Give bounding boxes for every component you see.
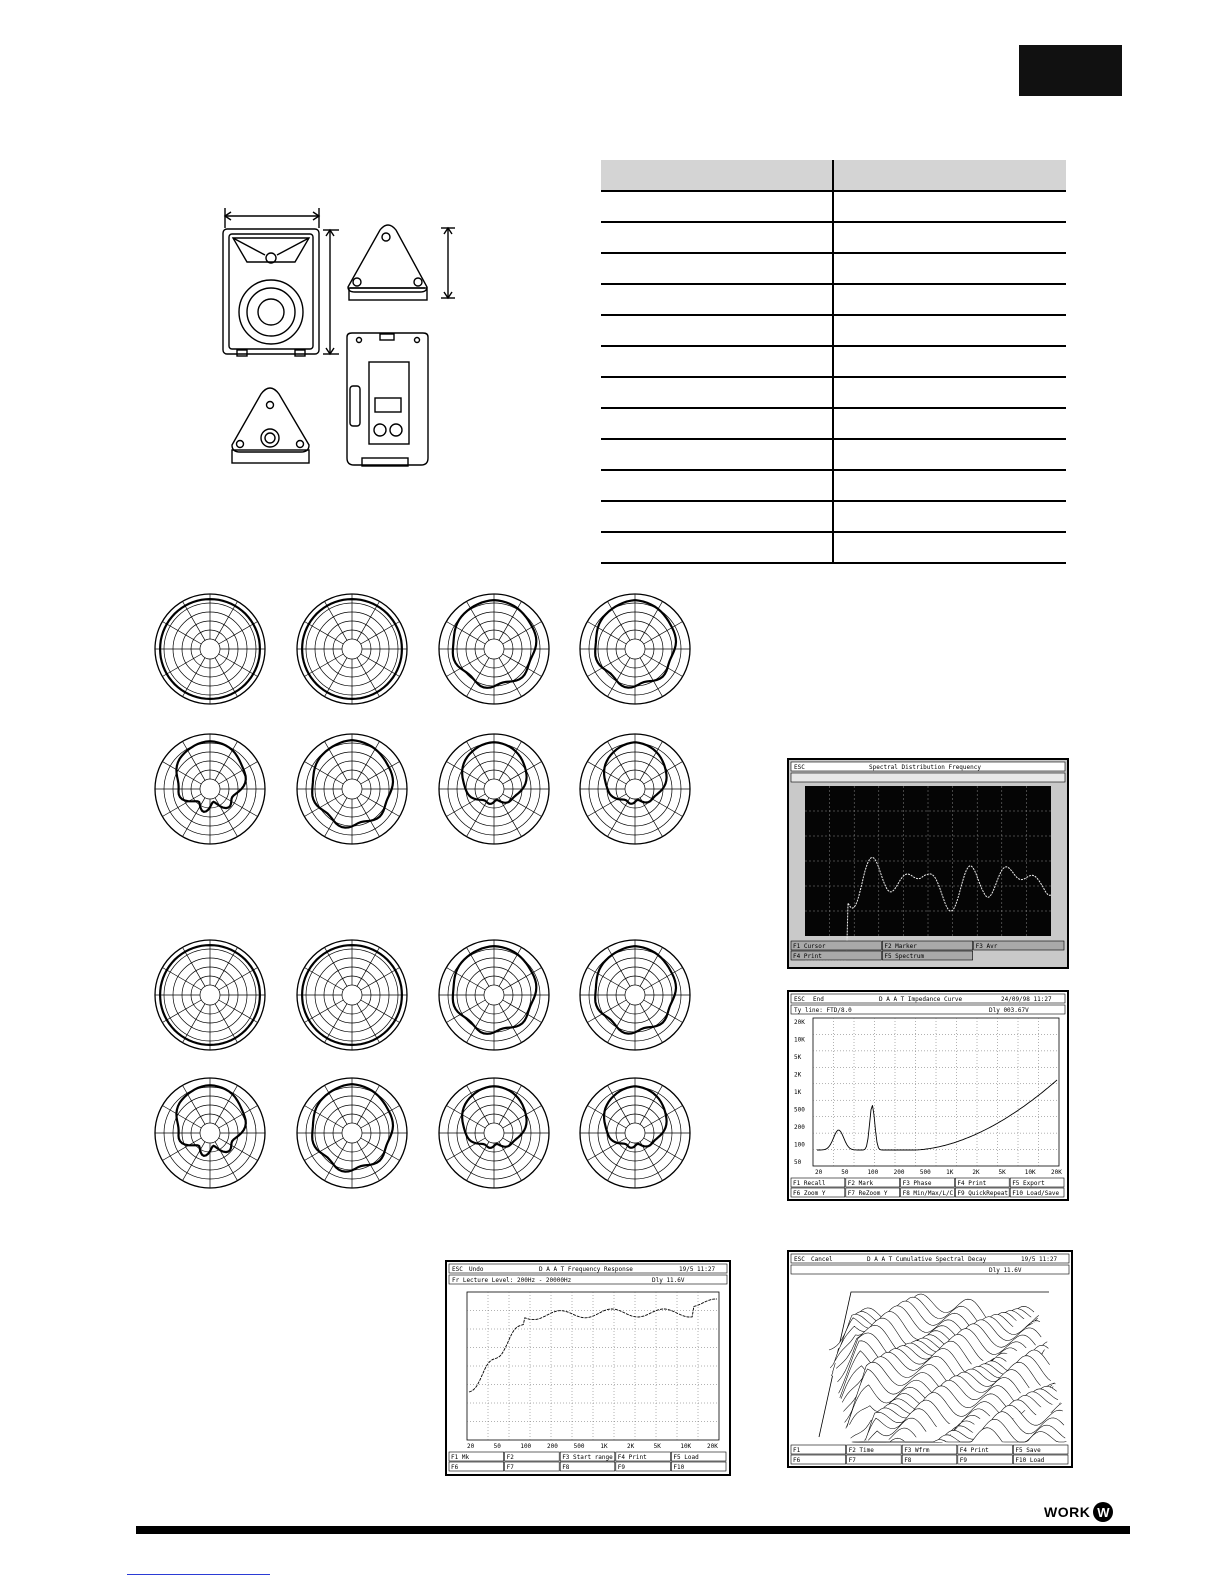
polar-plot [153,1076,267,1190]
height-dimension [323,230,339,354]
impedance-title: D A A T Impedance Curve [879,996,963,1003]
depth-dimension [441,228,455,298]
function-key-label: F6 Zoom Y [793,1190,826,1197]
axis-tick-label: 10K [1024,1169,1036,1176]
polar-plot [578,732,692,846]
speaker-front-view [223,229,319,356]
function-key-label: F4 Print [793,953,822,960]
spec-parameter-cell [601,222,833,253]
spectrum-esc-label: ESC [794,764,805,771]
spectrum-analyzer-screen [787,758,1069,969]
axis-tick-label: 500 [919,1169,931,1176]
polar-plot [437,1076,551,1190]
polar-response-curve [453,600,537,688]
spec-parameter-cell [601,501,833,532]
function-key-label: F7 ReZoom Y [847,1190,888,1197]
axis-tick-label: 10K [680,1443,692,1450]
axis-tick-label: 5K [794,1054,802,1061]
spec-parameter-cell [601,253,833,284]
axis-tick-label: 2K [794,1071,802,1079]
function-key-label: F8 [562,1464,570,1471]
function-key-label: F3 Start range [562,1454,613,1461]
spec-table-header [601,160,1066,191]
function-key-label: F9 QuickRepeat [957,1190,1008,1197]
speaker-dimension-drawings [215,200,480,475]
spec-header-parameter [601,160,833,191]
axis-tick-label: 2K [627,1443,635,1450]
polar-plot [295,732,409,846]
axis-tick-label: 5K [653,1443,661,1450]
logo-w-icon: W [1093,1502,1113,1522]
function-key-label: F4 Print [959,1447,989,1454]
axis-tick-label: 500 [794,1106,805,1114]
axis-tick-label: 20K [707,1443,718,1450]
polar-plot [437,592,551,706]
frequency-title: D A A T Frequency Response [539,1266,633,1273]
impedance-curve-screen [787,990,1069,1201]
function-key-label: F1 Cursor [793,943,826,950]
speaker-top-view [348,225,427,300]
function-key-label: F3 Avr [975,943,998,950]
axis-tick-label: 1K [946,1169,954,1176]
impedance-esc-action: End [813,996,824,1003]
axis-tick-label: 20 [815,1169,823,1176]
axis-tick-label: 200 [794,1124,805,1131]
frequency-function-menu [449,1452,726,1471]
polar-plot [295,938,409,1052]
function-key-label: F4 Print [957,1180,987,1187]
spec-value-cell [833,346,1066,377]
frequency-esc-label: ESC [452,1266,463,1273]
spec-value-cell [833,253,1066,284]
axis-tick-label: 10K [794,1036,805,1044]
axis-tick-label: 20K [1051,1169,1062,1176]
function-key-label: F2 Mark [847,1180,874,1187]
spec-value-cell [833,501,1066,532]
function-key-label: F5 Save [1015,1447,1041,1454]
function-key-label: F2 Marker [884,943,917,950]
footer-rule [136,1526,1130,1534]
function-key-label: F7 [848,1457,856,1464]
polar-plot [153,592,267,706]
spec-value-cell [833,408,1066,439]
decay-timestamp: 19/5 11:27 [1021,1256,1058,1263]
decay-esc-action: Cancel [811,1256,833,1263]
function-key-label: F3 Wfrm [904,1447,930,1454]
spec-value-cell [833,191,1066,222]
spec-value-cell [833,439,1066,470]
function-key-label: F8 Min/Max/L/C [902,1190,954,1197]
axis-tick-label: 1K [794,1089,802,1096]
polar-plot [295,1076,409,1190]
decay-function-menu [791,1445,1068,1464]
impedance-info-left: Ty line: FTD/8.0 [794,1007,852,1014]
function-key-label: F10 [673,1464,685,1471]
axis-tick-label: 20 [467,1443,475,1450]
axis-tick-label: 100 [520,1443,532,1450]
function-key-label: F2 Time [848,1447,874,1454]
spec-parameter-cell [601,408,833,439]
function-key-label: F5 Export [1012,1180,1045,1187]
speaker-back-view [347,333,428,466]
spec-row [601,253,1066,284]
spec-parameter-cell [601,191,833,222]
spectral-decay-screen [787,1250,1073,1468]
spec-header-value [833,160,1066,191]
function-key-label: F1 Recall [793,1180,826,1187]
spec-parameter-cell [601,346,833,377]
logo-wordmark: WORK [1044,1504,1091,1520]
spec-row [601,532,1066,563]
function-key-label: F4 Print [617,1454,647,1461]
spec-parameter-cell [601,284,833,315]
spec-parameter-cell [601,315,833,346]
impedance-info-right: Dly 003.67V [989,1007,1029,1014]
spec-row [601,284,1066,315]
polar-plot [153,732,267,846]
frequency-timestamp: 19/5 11:27 [679,1266,716,1273]
spec-row [601,439,1066,470]
function-key-label: F5 Spectrum [884,953,925,960]
spec-row [601,346,1066,377]
axis-tick-label: 100 [794,1141,805,1149]
footer-link-underline[interactable] [127,1574,270,1575]
frequency-x-axis-labels [467,1443,718,1450]
function-key-label: F6 [451,1464,459,1471]
function-key-label: F10 Load/Save [1012,1190,1060,1197]
axis-tick-label: 20K [794,1019,805,1026]
axis-tick-label: 5K [998,1169,1006,1176]
speaker-bottom-view [232,388,309,463]
spec-value-cell [833,470,1066,501]
function-key-label: F9 [959,1457,968,1464]
function-key-label: F9 [617,1464,626,1471]
axis-tick-label: 200 [547,1443,558,1450]
function-key-label: F1 Mk [451,1454,470,1461]
axis-tick-label: 100 [867,1169,879,1176]
polar-plot [578,1076,692,1190]
function-key-label: F3 Phase [902,1180,932,1187]
axis-tick-label: 200 [893,1169,905,1176]
spec-row [601,408,1066,439]
function-key-label: F7 [506,1464,514,1471]
frequency-esc-action: Undo [469,1266,484,1273]
function-key-label: F1 [793,1447,801,1454]
polar-plot [295,592,409,706]
spec-row [601,470,1066,501]
width-dimension [225,208,319,228]
frequency-response-screen [445,1260,731,1476]
function-key-label: F2 [506,1454,514,1461]
axis-tick-label: 50 [841,1169,849,1176]
spec-row [601,222,1066,253]
function-key-label: F8 [904,1457,912,1464]
impedance-esc-label: ESC [794,996,805,1003]
spec-value-cell [833,532,1066,563]
spec-row [601,377,1066,408]
polar-plot [437,732,551,846]
decay-title: D A A T Cumulative Spectral Decay [867,1256,987,1263]
spec-value-cell [833,377,1066,408]
polar-plot [578,592,692,706]
spec-parameter-cell [601,532,833,563]
spectrum-title: Spectral Distribution Frequency [869,764,981,771]
spec-parameter-cell [601,439,833,470]
function-key-label: F6 [793,1457,801,1464]
impedance-timestamp: 24/09/98 11:27 [1001,996,1052,1003]
spec-value-cell [833,284,1066,315]
impedance-function-menu [791,1178,1064,1197]
polar-plot [437,938,551,1052]
axis-tick-label: 50 [794,1159,802,1166]
decay-waterfall-slices [819,1292,1066,1442]
spec-row [601,191,1066,222]
function-key-label: F10 Load [1015,1457,1045,1464]
polar-plot [578,938,692,1052]
impedance-y-axis-labels [794,1019,805,1166]
decay-esc-label: ESC [794,1256,805,1263]
impedance-x-axis-labels [815,1169,1062,1176]
work-logo [1044,1500,1113,1524]
spec-value-cell [833,315,1066,346]
spec-parameter-cell [601,470,833,501]
frequency-info-right: Dly 11.6V [652,1277,685,1284]
axis-tick-label: 500 [573,1443,585,1450]
axis-tick-label: 50 [493,1443,501,1450]
spec-row [601,501,1066,532]
polar-response-curve [453,946,537,1034]
function-key-label: F5 Load [673,1454,699,1461]
axis-tick-label: 1K [600,1443,608,1450]
decay-info-right: Dly 11.6V [989,1267,1022,1274]
axis-tick-label: 2K [972,1169,980,1176]
page-corner-tab [1019,45,1122,96]
polar-plot [153,938,267,1052]
spec-parameter-cell [601,377,833,408]
specification-table [601,160,1066,564]
spec-row [601,315,1066,346]
spec-value-cell [833,222,1066,253]
frequency-info-left: Fr Lecture Level: 200Hz - 20000Hz [452,1277,572,1284]
